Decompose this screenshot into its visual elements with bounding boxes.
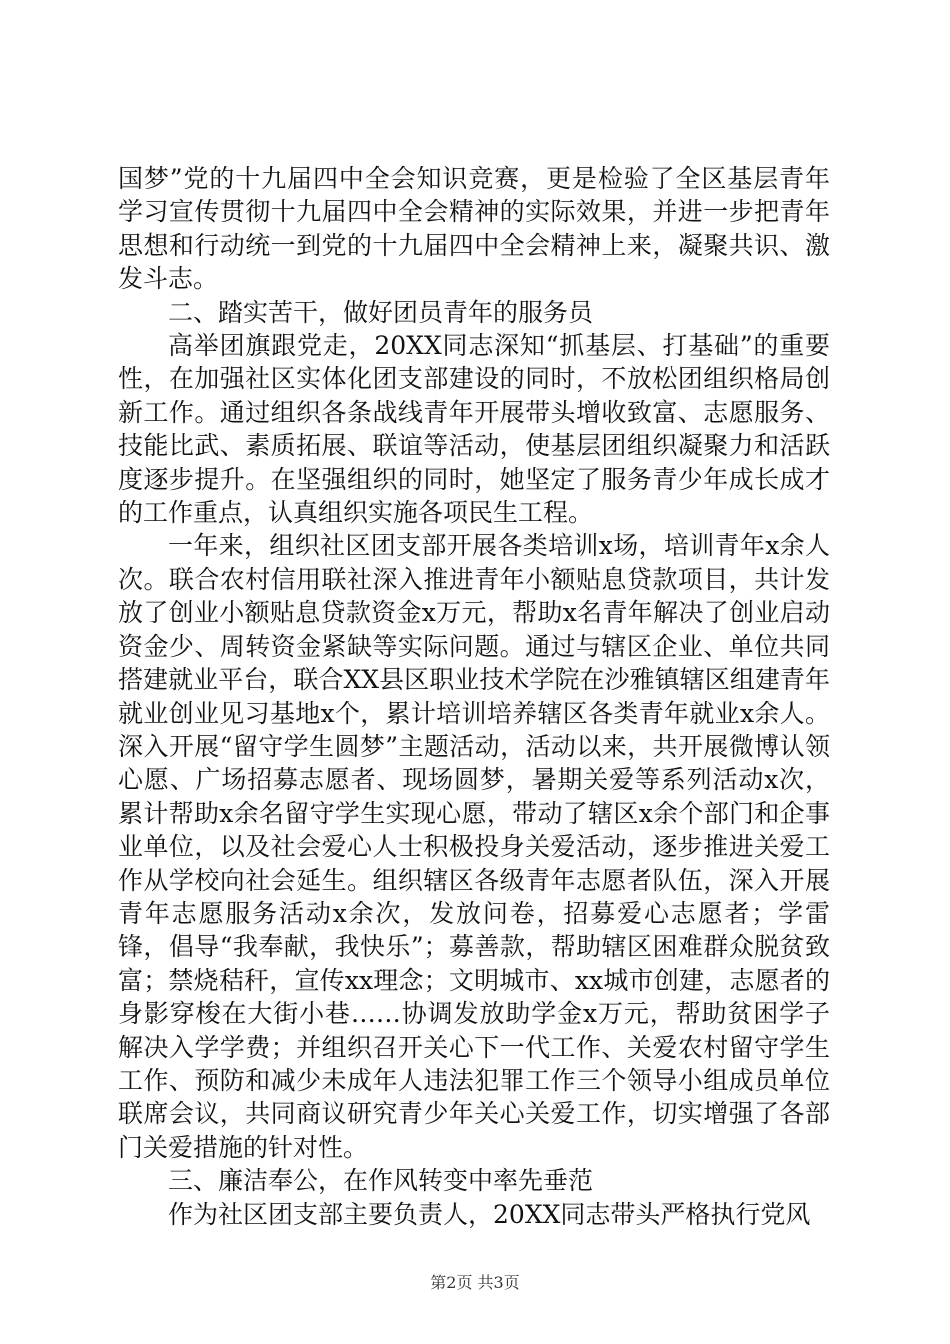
paragraph: 作为社区团支部主要负责人，20XX同志带头严格执行党风: [168, 1199, 811, 1229]
document-body: [118, 162, 830, 1231]
paragraph-continuation: 国梦”党的十九届四中全会知识竞赛，更是检验了全区基层青年学习宣传贯彻十九届四中全会精神的实际效果，并进一步把青年思想和行动统一到党的十九届四中全会精神上来，凝聚共识、激发斗志。: [118, 164, 830, 294]
section-heading-3: 三、廉洁奉公，在作风转变中率先垂范: [168, 1166, 594, 1196]
paragraph: 一年来，组织社区团支部开展各类培训x场，培训青年x余人次。联合农村信用联社深入推进青年小额贴息贷款项目，共计发放了创业小额贴息贷款资金x万元，帮助x名青年解决了创业启动资金少、周转资金紧缺等实际问题。通过与辖区企业、单位共同搭建就业平台，联合XX县区职业技术学院在沙雅镇辖区组建青年就业创业见习基地x个，累计培训培养辖区各类青年就业x余人。深入开展“留守学生圆梦”主题活动，活动以来，共开展微博认领心愿、广场招募志愿者、现场圆梦，暑期关爱等系列活动x次，累计帮助x余名留守学生实现心愿，带动了辖区x余个部门和企事业单位，以及社会爱心人士积极投身关爱活动，逐步推进关爱工作从学校向社会延生。组织辖区各级青年志愿者队伍，深入开展青年志愿服务活动x余次，发放问卷，招募爱心志愿者；学雷锋，倡导“我奉献，我快乐”；募善款，帮助辖区困难群众脱贫致富；禁烧秸秆，宣传xx理念；文明城市、xx城市创建，志愿者的身影穿梭在大街小巷……协调发放助学金x万元，帮助贫困学子解决入学学费；并组织召开关心下一代工作、关爱农村留守学生工作、预防和减少未成年人违法犯罪工作三个领导小组成员单位联席会议，共同商议研究青少年关心关爱工作，切实增强了各部门关爱措施的针对性。: [118, 531, 830, 1162]
page-number-footer: 第2页 共3页: [430, 1273, 520, 1292]
section-heading-2: 二、踏实苦干，做好团员青年的服务员: [168, 297, 594, 327]
paragraph: 高举团旗跟党走，20XX同志深知“抓基层、打基础”的重要性，在加强社区实体化团支部建设的同时，不放松团组织格局创新工作。通过组织各条战线青年开展带头增收致富、志愿服务、技能比武、素质拓展、联谊等活动，使基层团组织凝聚力和活跃度逐步提升。在坚强组织的同时，她坚定了服务青少年成长成才的工作重点，认真组织实施各项民生工程。: [118, 331, 830, 528]
